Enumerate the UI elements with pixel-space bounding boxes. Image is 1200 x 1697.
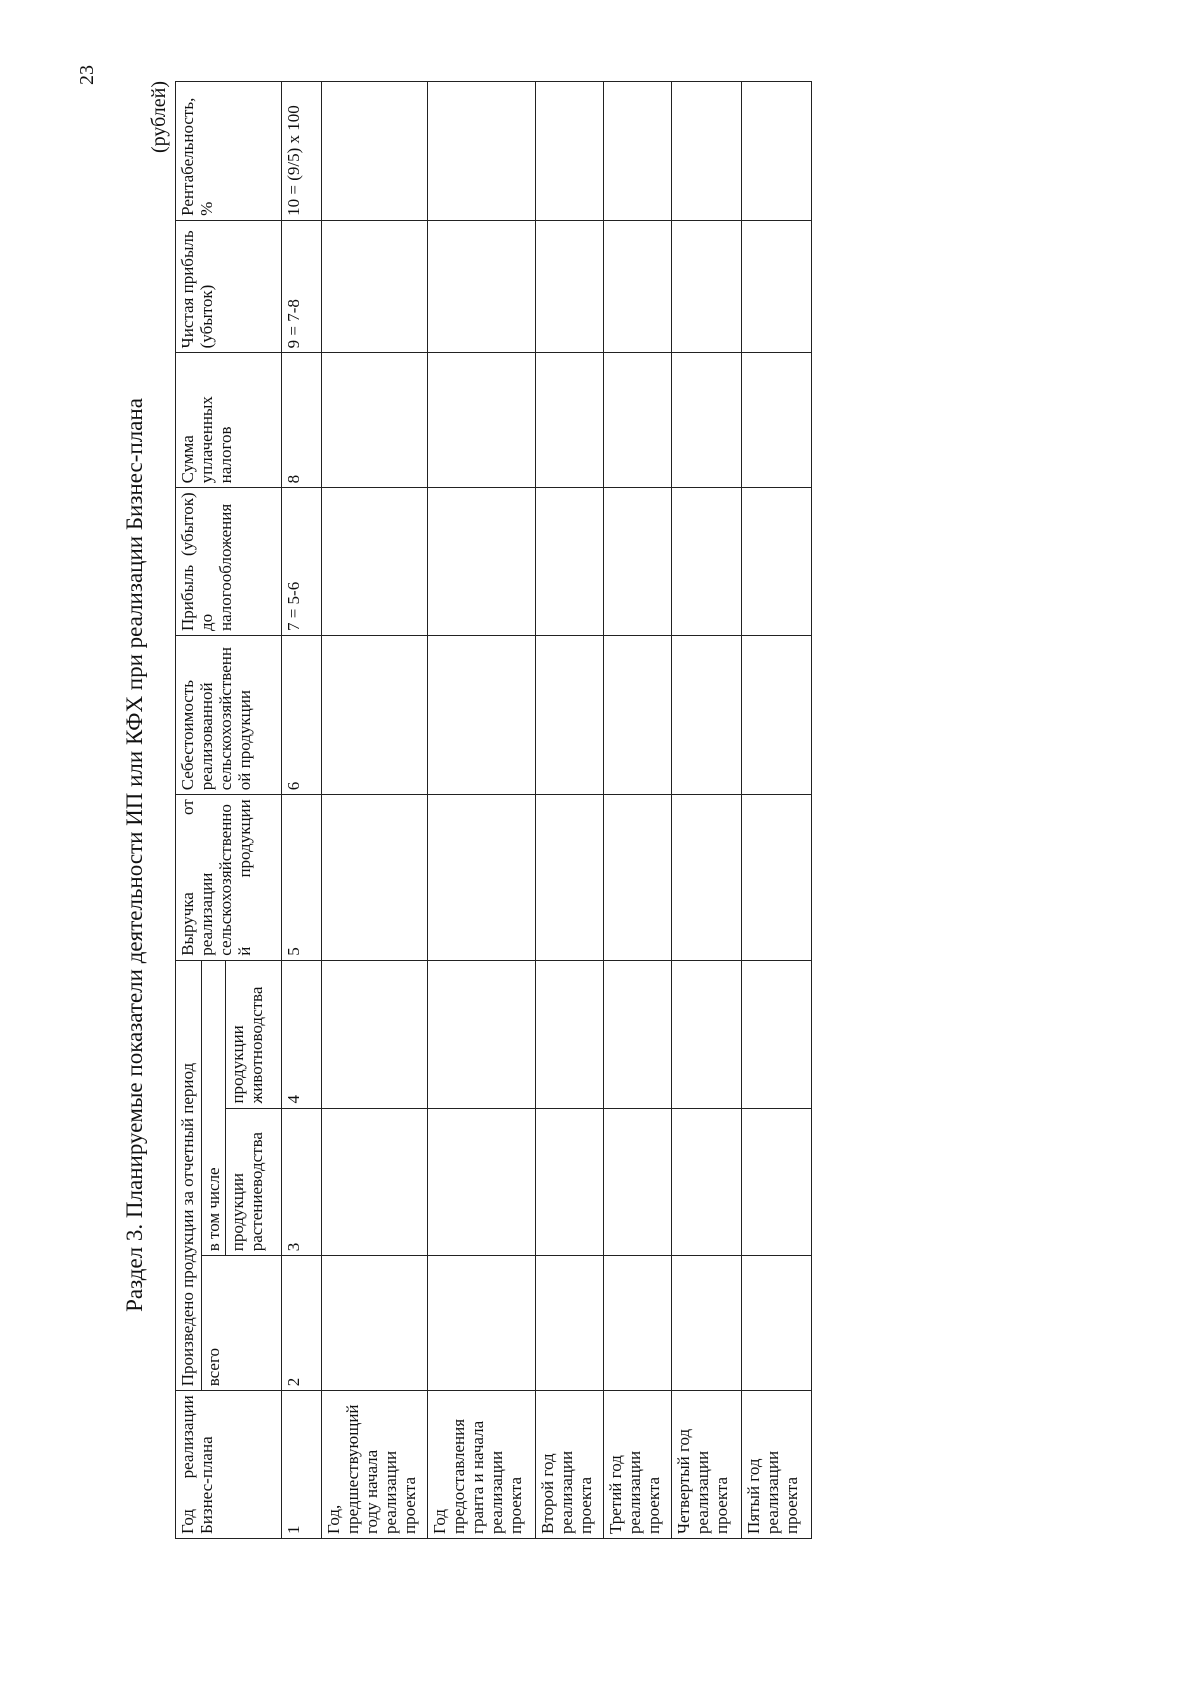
column-numbers-row — [282, 82, 322, 1539]
table-cell — [672, 960, 742, 1108]
indicators-table — [175, 81, 812, 1539]
table-row — [672, 82, 742, 1539]
header-profit-before-tax: Прибыль (убыток) до налогообложения — [176, 488, 282, 636]
table-cell — [604, 960, 672, 1108]
table-cell — [428, 1256, 536, 1391]
table-row — [742, 82, 812, 1539]
row-label-second-year: Второй год реализации проекта — [536, 1391, 604, 1539]
table-cell — [536, 220, 604, 352]
column-number: 2 — [282, 1256, 322, 1391]
table-cell — [742, 795, 812, 961]
table-cell — [536, 795, 604, 961]
table-cell — [672, 1256, 742, 1391]
table-cell — [536, 1108, 604, 1256]
header-produced: Произведено продукции за отчетный период — [176, 960, 202, 1390]
table-cell — [742, 1108, 812, 1256]
table-cell — [536, 960, 604, 1108]
row-label-fourth-year: Четвертый год реализации проекта — [672, 1391, 742, 1539]
column-number: 3 — [282, 1108, 322, 1256]
column-number: 8 — [282, 353, 322, 488]
table-cell — [742, 1256, 812, 1391]
column-number: 10 = (9/5) х 100 — [282, 82, 322, 221]
header-taxes: Сумма уплаченных налогов — [176, 353, 282, 488]
row-label-fifth-year: Пятый год реализации проекта — [742, 1391, 812, 1539]
table-cell — [672, 1108, 742, 1256]
table-cell — [428, 353, 536, 488]
column-number: 6 — [282, 636, 322, 795]
table-cell — [672, 795, 742, 961]
table-cell — [536, 488, 604, 636]
row-label-previous-year: Год, предшествующий году начала реализации проекта — [322, 1391, 428, 1539]
header-profitability: Рентабельность, % — [176, 82, 282, 221]
header-including: в том числе — [202, 960, 226, 1255]
table-cell — [604, 82, 672, 221]
table-cell — [742, 488, 812, 636]
table-cell — [742, 636, 812, 795]
column-number: 4 — [282, 960, 322, 1108]
table-cell — [322, 636, 428, 795]
table-cell — [604, 795, 672, 961]
row-label-third-year: Третий год реализации проекта — [604, 1391, 672, 1539]
header-row-1 — [176, 82, 202, 1539]
table-cell — [428, 960, 536, 1108]
table-cell — [322, 1108, 428, 1256]
table-row — [428, 82, 536, 1539]
column-number: 1 — [282, 1391, 322, 1539]
table-cell — [672, 82, 742, 221]
header-livestock: продукции животноводства — [226, 960, 282, 1108]
row-label-grant-year: Год предоставления гранта и начала реализации проекта — [428, 1391, 536, 1539]
table-cell — [428, 488, 536, 636]
table-cell — [604, 488, 672, 636]
table-cell — [322, 960, 428, 1108]
table-cell — [672, 636, 742, 795]
header-total: всего — [202, 1256, 282, 1391]
header-cost: Себестоимость реализованной сельскохозяйственной продукции — [176, 636, 282, 795]
table-row — [536, 82, 604, 1539]
table-cell — [604, 1108, 672, 1256]
section-title: Раздел 3. Планируемые показатели деятельности ИП или КФХ при реализации Бизнес-плана — [122, 398, 147, 1312]
table-cell — [742, 960, 812, 1108]
header-revenue: Выручка от реализации сельскохозяйственной продукции — [176, 795, 282, 961]
table-cell — [322, 1256, 428, 1391]
table-cell — [672, 353, 742, 488]
table-cell — [536, 636, 604, 795]
units-label: (рублей) — [148, 81, 170, 154]
table-cell — [742, 220, 812, 352]
page-number: 23 — [76, 65, 98, 85]
table-cell — [604, 220, 672, 352]
column-number: 7 = 5-6 — [282, 488, 322, 636]
table-cell — [322, 220, 428, 352]
table-cell — [322, 488, 428, 636]
table-cell — [322, 795, 428, 961]
column-number: 5 — [282, 795, 322, 961]
table-cell — [322, 82, 428, 221]
table-cell — [604, 353, 672, 488]
table-cell — [672, 488, 742, 636]
table-row — [322, 82, 428, 1539]
table-cell — [742, 82, 812, 221]
table-row — [604, 82, 672, 1539]
table-cell — [604, 636, 672, 795]
header-crop: продукции растениеводства — [226, 1108, 282, 1256]
table-cell — [428, 795, 536, 961]
table-cell — [428, 82, 536, 221]
table-cell — [428, 220, 536, 352]
table-cell — [322, 353, 428, 488]
table-cell — [742, 353, 812, 488]
column-number: 9 = 7-8 — [282, 220, 322, 352]
table-cell — [428, 636, 536, 795]
table-cell — [604, 1256, 672, 1391]
table-cell — [672, 220, 742, 352]
table-cell — [536, 353, 604, 488]
table-cell — [536, 82, 604, 221]
header-net-profit: Чистая прибыль (убыток) — [176, 220, 282, 352]
table-cell — [428, 1108, 536, 1256]
header-year: Год реализации Бизнес-плана — [176, 1391, 282, 1539]
table-cell — [536, 1256, 604, 1391]
